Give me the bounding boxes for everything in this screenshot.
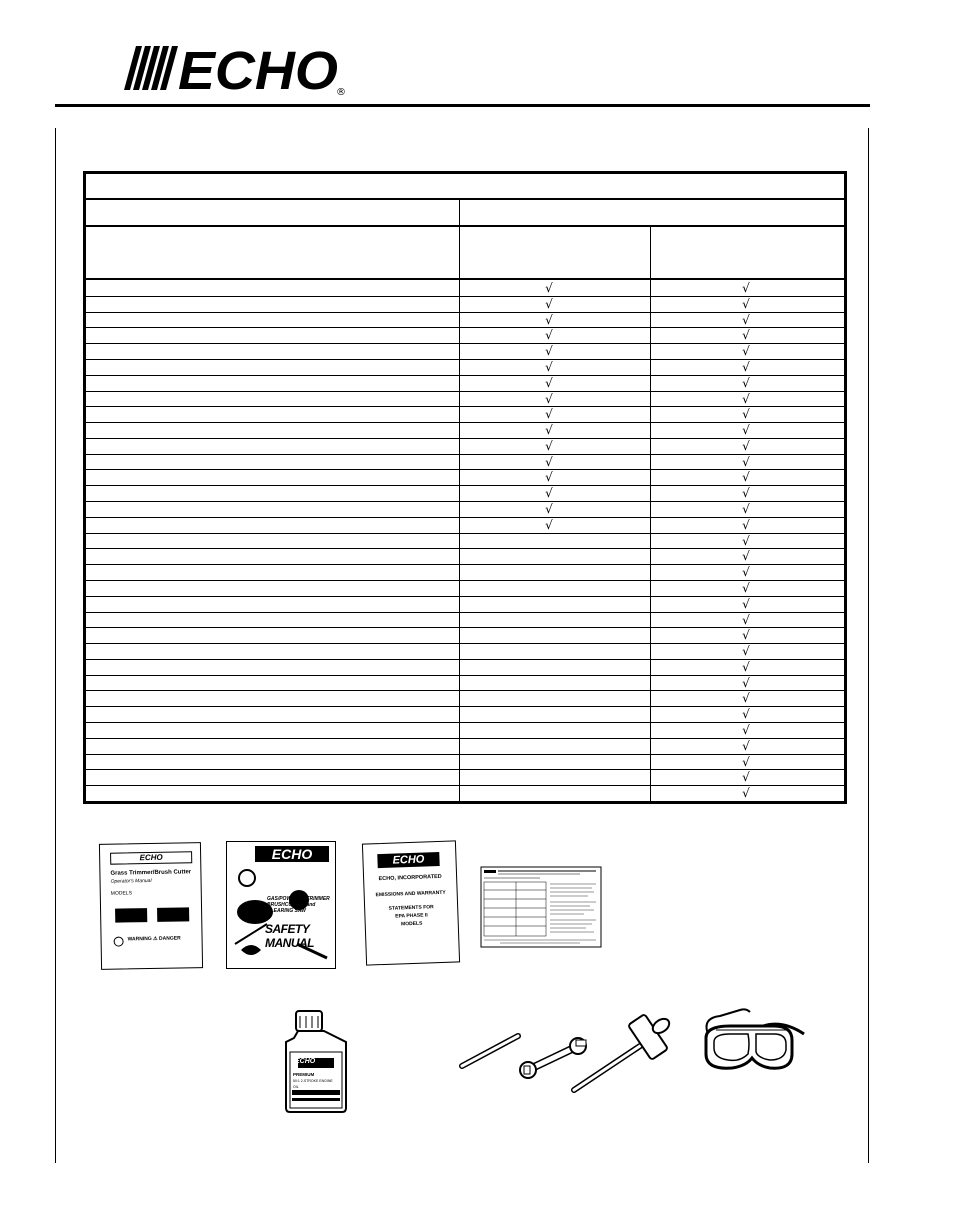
- table-row: [86, 422, 844, 438]
- checkmark-icon: √: [742, 643, 750, 658]
- safety-manual-illustration: [226, 841, 336, 969]
- table-row: [86, 312, 844, 328]
- checkmark-icon: √: [742, 469, 750, 484]
- checkmark-icon: √: [545, 454, 553, 469]
- header-rule: [55, 104, 870, 107]
- checkmark-icon: √: [742, 722, 750, 737]
- table-row: [86, 659, 844, 675]
- checkmark-icon: √: [742, 659, 750, 674]
- table-row: [86, 533, 844, 549]
- checkmark-icon: √: [742, 454, 750, 469]
- checkmark-icon: √: [545, 517, 553, 532]
- table-row: [86, 785, 844, 801]
- emissions-line-2: STATEMENTS FOR: [388, 904, 434, 912]
- table-row: [86, 359, 844, 375]
- checkmark-icon: √: [545, 406, 553, 421]
- checkmark-icon: √: [742, 391, 750, 406]
- manual-model-line: MODELS: [110, 890, 132, 897]
- left-margin-line: [55, 128, 56, 1163]
- checkmark-icon: √: [545, 469, 553, 484]
- checkmark-icon: √: [545, 312, 553, 327]
- checkmark-icon: √: [742, 359, 750, 374]
- safety-manual-brand: ECHO: [255, 846, 329, 862]
- recycle-icon: [114, 936, 124, 946]
- checkmark-icon: √: [742, 533, 750, 548]
- right-margin-line: [868, 128, 869, 1163]
- table-row: [86, 612, 844, 628]
- checkmark-icon: √: [742, 280, 750, 295]
- checkmark-icon: √: [742, 627, 750, 642]
- operators-manual-illustration: [99, 842, 203, 970]
- table-row: [86, 754, 844, 770]
- combination-wrench-icon: [520, 1038, 586, 1078]
- warning-label-box: [115, 908, 147, 923]
- registered-mark: ®: [336, 87, 346, 96]
- checkmark-icon: √: [545, 501, 553, 516]
- checkmark-icon: √: [545, 280, 553, 295]
- safety-subtitle-2: BRUSHCUTTER and: [267, 902, 316, 908]
- safety-manual-title: SAFETY MANUAL: [265, 922, 314, 950]
- checkmark-icon: √: [742, 517, 750, 532]
- checkmark-icon: √: [545, 485, 553, 500]
- checkmark-icon: √: [742, 580, 750, 595]
- checkmark-icon: √: [742, 501, 750, 516]
- table-row: [86, 327, 844, 343]
- table-row: [86, 580, 844, 596]
- oil-bottle-label-2: 50:1 2-STROKE ENGINE OIL: [293, 1079, 333, 1089]
- table-row: [86, 690, 844, 706]
- checkmark-icon: √: [742, 312, 750, 327]
- emissions-warranty-illustration: [362, 840, 460, 965]
- table-row: [86, 469, 844, 485]
- safety-subtitle-3: CLEARING SAW: [267, 908, 306, 914]
- checkmark-icon: √: [742, 548, 750, 563]
- table-row: [86, 675, 844, 691]
- parts-table: [83, 171, 847, 804]
- checkmark-icon: √: [742, 296, 750, 311]
- emissions-line-4: MODELS: [400, 920, 423, 928]
- manual-warning: WARNING ⚠ DANGER: [127, 935, 181, 943]
- checkmark-icon: √: [545, 391, 553, 406]
- tools-illustration: [456, 1008, 696, 1098]
- manual-title: Grass Trimmer/Brush Cutter: [110, 869, 192, 877]
- echo-logo: [122, 44, 352, 96]
- table-row: [86, 391, 844, 407]
- checkmark-icon: √: [742, 564, 750, 579]
- table-row: [86, 296, 844, 312]
- checkmark-icon: √: [545, 296, 553, 311]
- checkmark-icon: √: [742, 327, 750, 342]
- manual-subtitle: Operator's Manual: [110, 877, 152, 885]
- checkmark-icon: √: [742, 343, 750, 358]
- oil-bottle-label-1: PREMIUM: [293, 1072, 315, 1077]
- table-rule: [86, 225, 844, 227]
- checkmark-icon: √: [545, 375, 553, 390]
- brand-wordmark: ECHO: [178, 44, 338, 96]
- table-row: [86, 722, 844, 738]
- table-row: [86, 343, 844, 359]
- table-row: [86, 454, 844, 470]
- checkmark-icon: √: [742, 675, 750, 690]
- emission-label-illustration: [480, 866, 602, 948]
- emissions-company: ECHO, INCORPORATED: [378, 873, 442, 883]
- table-row: [86, 564, 844, 580]
- checkmark-icon: √: [742, 422, 750, 437]
- checkmark-icon: √: [545, 327, 553, 342]
- emissions-brand: ECHO: [377, 852, 439, 868]
- table-row: [86, 375, 844, 391]
- table-row: [86, 596, 844, 612]
- table-row: [86, 548, 844, 564]
- hex-rod-icon: [462, 1036, 518, 1066]
- checkmark-icon: √: [545, 422, 553, 437]
- checkmark-icon: √: [742, 485, 750, 500]
- checkmark-icon: √: [742, 785, 750, 800]
- checkmark-icon: √: [742, 406, 750, 421]
- danger-label-box: [157, 907, 189, 922]
- table-row: [86, 438, 844, 454]
- table-row: [86, 627, 844, 643]
- checkmark-icon: √: [742, 438, 750, 453]
- oil-bottle-illustration: [280, 1008, 354, 1114]
- table-row: [86, 643, 844, 659]
- emissions-line-3: EPA PHASE II: [395, 912, 428, 920]
- checkmark-icon: √: [742, 690, 750, 705]
- safety-subtitle-1: GAS/POWERED TRIMMER: [267, 896, 330, 902]
- table-rule: [86, 198, 844, 200]
- checkmark-icon: √: [742, 375, 750, 390]
- spark-plug-wrench-icon: [574, 1014, 672, 1090]
- manual-brand: ECHO: [110, 851, 192, 864]
- checkmark-icon: √: [742, 706, 750, 721]
- table-row: [86, 406, 844, 422]
- checkmark-icon: √: [742, 769, 750, 784]
- checkmark-icon: √: [545, 359, 553, 374]
- table-row: [86, 517, 844, 533]
- emissions-line-1: EMISSIONS AND WARRANTY: [375, 889, 446, 899]
- checkmark-icon: √: [545, 438, 553, 453]
- table-row: [86, 501, 844, 517]
- oil-bottle-brand: ECHO: [295, 1058, 316, 1065]
- table-row: [86, 485, 844, 501]
- table-row: [86, 280, 844, 296]
- safety-goggles-icon: [696, 1004, 808, 1076]
- table-row: [86, 769, 844, 785]
- checkmark-icon: √: [742, 596, 750, 611]
- table-row: [86, 738, 844, 754]
- checkmark-icon: √: [545, 343, 553, 358]
- checkmark-icon: √: [742, 612, 750, 627]
- table-row: [86, 706, 844, 722]
- checkmark-icon: √: [742, 754, 750, 769]
- checkmark-icon: √: [742, 738, 750, 753]
